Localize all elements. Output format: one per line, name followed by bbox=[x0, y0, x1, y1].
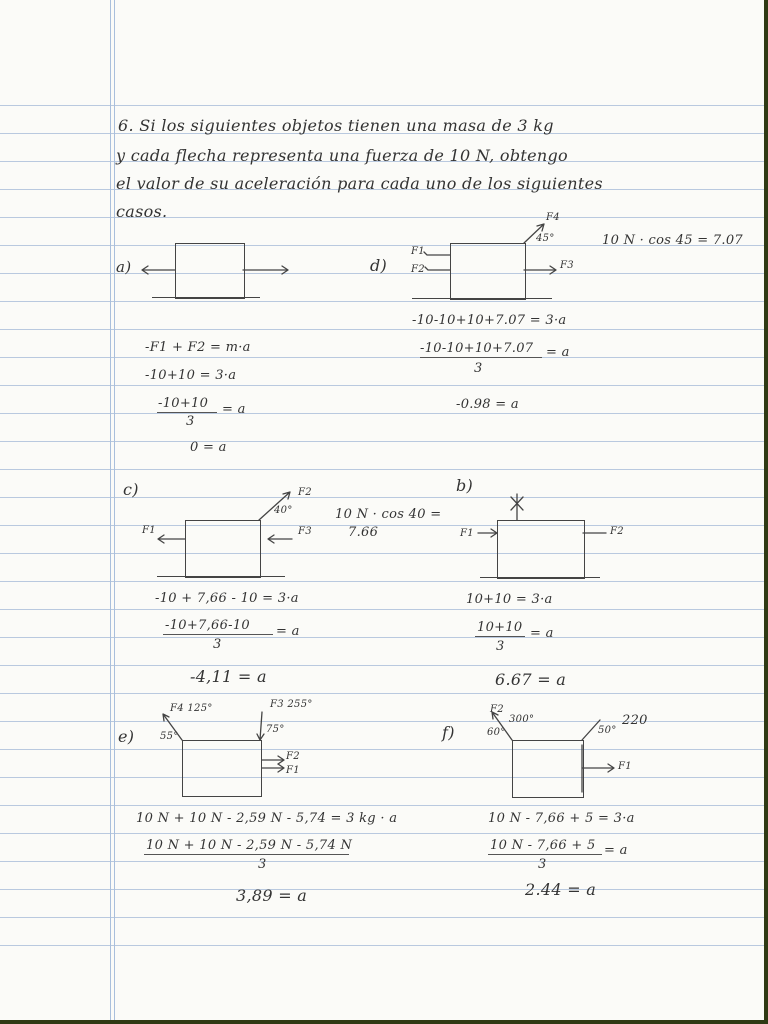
case-e-arrow-f1 bbox=[262, 764, 284, 772]
case-a-eq3-denominator: 3 bbox=[186, 414, 195, 429]
case-b-result: 6.67 = a bbox=[495, 670, 567, 689]
case-b-eq2-numerator: 10+10 bbox=[477, 620, 523, 635]
case-b-f2-label: F2 bbox=[610, 526, 624, 537]
case-f-f1-label: F1 bbox=[618, 761, 632, 772]
case-a-eq1: -F1 + F2 = m·a bbox=[145, 340, 251, 355]
case-a-eq2: -10+10 = 3·a bbox=[145, 368, 237, 383]
case-c-eq2-rhs: = a bbox=[276, 624, 300, 639]
case-c-eq1: -10 + 7,66 - 10 = 3·a bbox=[155, 591, 299, 606]
case-b-eq2-rhs: = a bbox=[530, 626, 554, 641]
case-d-f1-label: F1 bbox=[411, 246, 425, 257]
case-c-eq2-numerator: -10+7,66-10 bbox=[165, 618, 251, 633]
case-d-eq2-rhs: = a bbox=[546, 345, 570, 360]
case-f-angle-60: 60° bbox=[487, 727, 506, 738]
case-d-eq2-denominator: 3 bbox=[474, 361, 483, 376]
case-d-eq1: -10-10+10+7.07 = 3·a bbox=[412, 313, 567, 328]
case-f-angle-300: 300° bbox=[509, 714, 535, 725]
case-e-eq1: 10 N + 10 N - 2,59 N - 5,74 = 3 kg · a bbox=[136, 811, 398, 826]
case-b-f1-label: F1 bbox=[460, 528, 474, 539]
case-f-arrow-f2 bbox=[492, 712, 512, 740]
case-f-eq2-denominator: 3 bbox=[538, 857, 547, 872]
case-d-arrow-f3 bbox=[524, 266, 556, 274]
case-c-f3-label: F3 bbox=[298, 526, 312, 537]
case-f-angle-50: 50° bbox=[598, 725, 617, 736]
case-f-result: 2.44 = a bbox=[525, 880, 597, 899]
case-c-f2-label: F2 bbox=[298, 487, 312, 498]
case-d-label: d) bbox=[370, 256, 388, 275]
case-c-note-line1: 10 N · cos 40 = bbox=[335, 507, 442, 522]
case-c-angle: 40° bbox=[274, 505, 293, 516]
case-a-arrow-left bbox=[142, 266, 175, 274]
case-e-angle-2: 75° bbox=[266, 724, 285, 735]
case-e-arrow-f2 bbox=[262, 756, 284, 764]
case-a-result: 0 = a bbox=[190, 440, 227, 455]
case-f-label: f) bbox=[442, 723, 455, 742]
case-f-arrow-upper-right bbox=[582, 720, 600, 740]
case-e-arrow-f3 bbox=[257, 712, 264, 740]
case-d-arrow-f2 bbox=[425, 267, 450, 270]
case-d-eq2-numerator: -10-10+10+7.07 bbox=[420, 341, 534, 356]
case-c-f1-label: F1 bbox=[142, 525, 156, 536]
case-c-label: c) bbox=[123, 480, 139, 499]
case-b-label: b) bbox=[456, 476, 474, 495]
case-a-label: a) bbox=[116, 258, 132, 276]
case-d-result: -0.98 = a bbox=[456, 397, 519, 412]
case-c-arrow-f1 bbox=[158, 535, 185, 543]
problem-line-2: y cada flecha representa una fuerza de 10 N, obtengo bbox=[116, 146, 568, 165]
case-b-mark bbox=[511, 494, 523, 520]
case-a-eq3-numerator: -10+10 bbox=[158, 396, 209, 411]
case-e-eq2-denominator: 3 bbox=[258, 857, 267, 872]
case-d-f2-label: F2 bbox=[411, 264, 425, 275]
problem-line-3: el valor de su aceleración para cada uno de los siguientes bbox=[116, 174, 603, 193]
case-e-angle-1: 55° bbox=[160, 731, 179, 742]
case-c-arrow-f3 bbox=[268, 535, 292, 543]
case-f-arrow-f1 bbox=[582, 764, 614, 772]
case-c-arrow-f2 bbox=[259, 492, 290, 520]
case-d-arrow-f4 bbox=[524, 224, 544, 243]
case-a-arrow-right bbox=[243, 266, 288, 274]
case-e-label: e) bbox=[118, 727, 135, 746]
case-c-eq2-denominator: 3 bbox=[213, 637, 222, 652]
case-e-f2-label: F2 bbox=[286, 751, 300, 762]
case-c-note-line2: 7.66 bbox=[348, 525, 379, 540]
case-b-eq2-denominator: 3 bbox=[496, 639, 505, 654]
case-d-angle: 45° bbox=[536, 233, 555, 244]
case-d-f3-label: F3 bbox=[560, 260, 574, 271]
case-f-eq2-numerator: 10 N - 7,66 + 5 bbox=[490, 838, 596, 853]
case-d-arrow-f1 bbox=[424, 252, 450, 255]
case-d-f4-label: F4 bbox=[546, 212, 560, 223]
case-f-eq1: 10 N - 7,66 + 5 = 3·a bbox=[488, 811, 635, 826]
case-b-arrow-f1 bbox=[478, 529, 497, 537]
case-e-eq2-numerator: 10 N + 10 N - 2,59 N - 5,74 N bbox=[146, 838, 353, 853]
case-e-f1-label: F1 bbox=[286, 765, 300, 776]
case-f-angle-220: 220 bbox=[622, 713, 648, 728]
case-c-result: -4,11 = a bbox=[190, 667, 267, 686]
problem-line-1: 6. Si los siguientes objetos tienen una masa de 3 kg bbox=[118, 116, 554, 135]
case-b-eq1: 10+10 = 3·a bbox=[466, 592, 553, 607]
case-e-arrow-f4 bbox=[163, 714, 182, 740]
case-e-f3-label: F3 255° bbox=[270, 699, 313, 710]
case-f-eq2-rhs: = a bbox=[604, 843, 628, 858]
case-d-note: 10 N · cos 45 = 7.07 bbox=[602, 233, 744, 248]
case-a-eq3-rhs: = a bbox=[222, 402, 246, 417]
case-e-result: 3,89 = a bbox=[236, 886, 308, 905]
case-e-f4-label: F4 125° bbox=[170, 703, 213, 714]
problem-line-4: casos. bbox=[116, 202, 168, 221]
case-f-f2-label: F2 bbox=[490, 704, 504, 715]
